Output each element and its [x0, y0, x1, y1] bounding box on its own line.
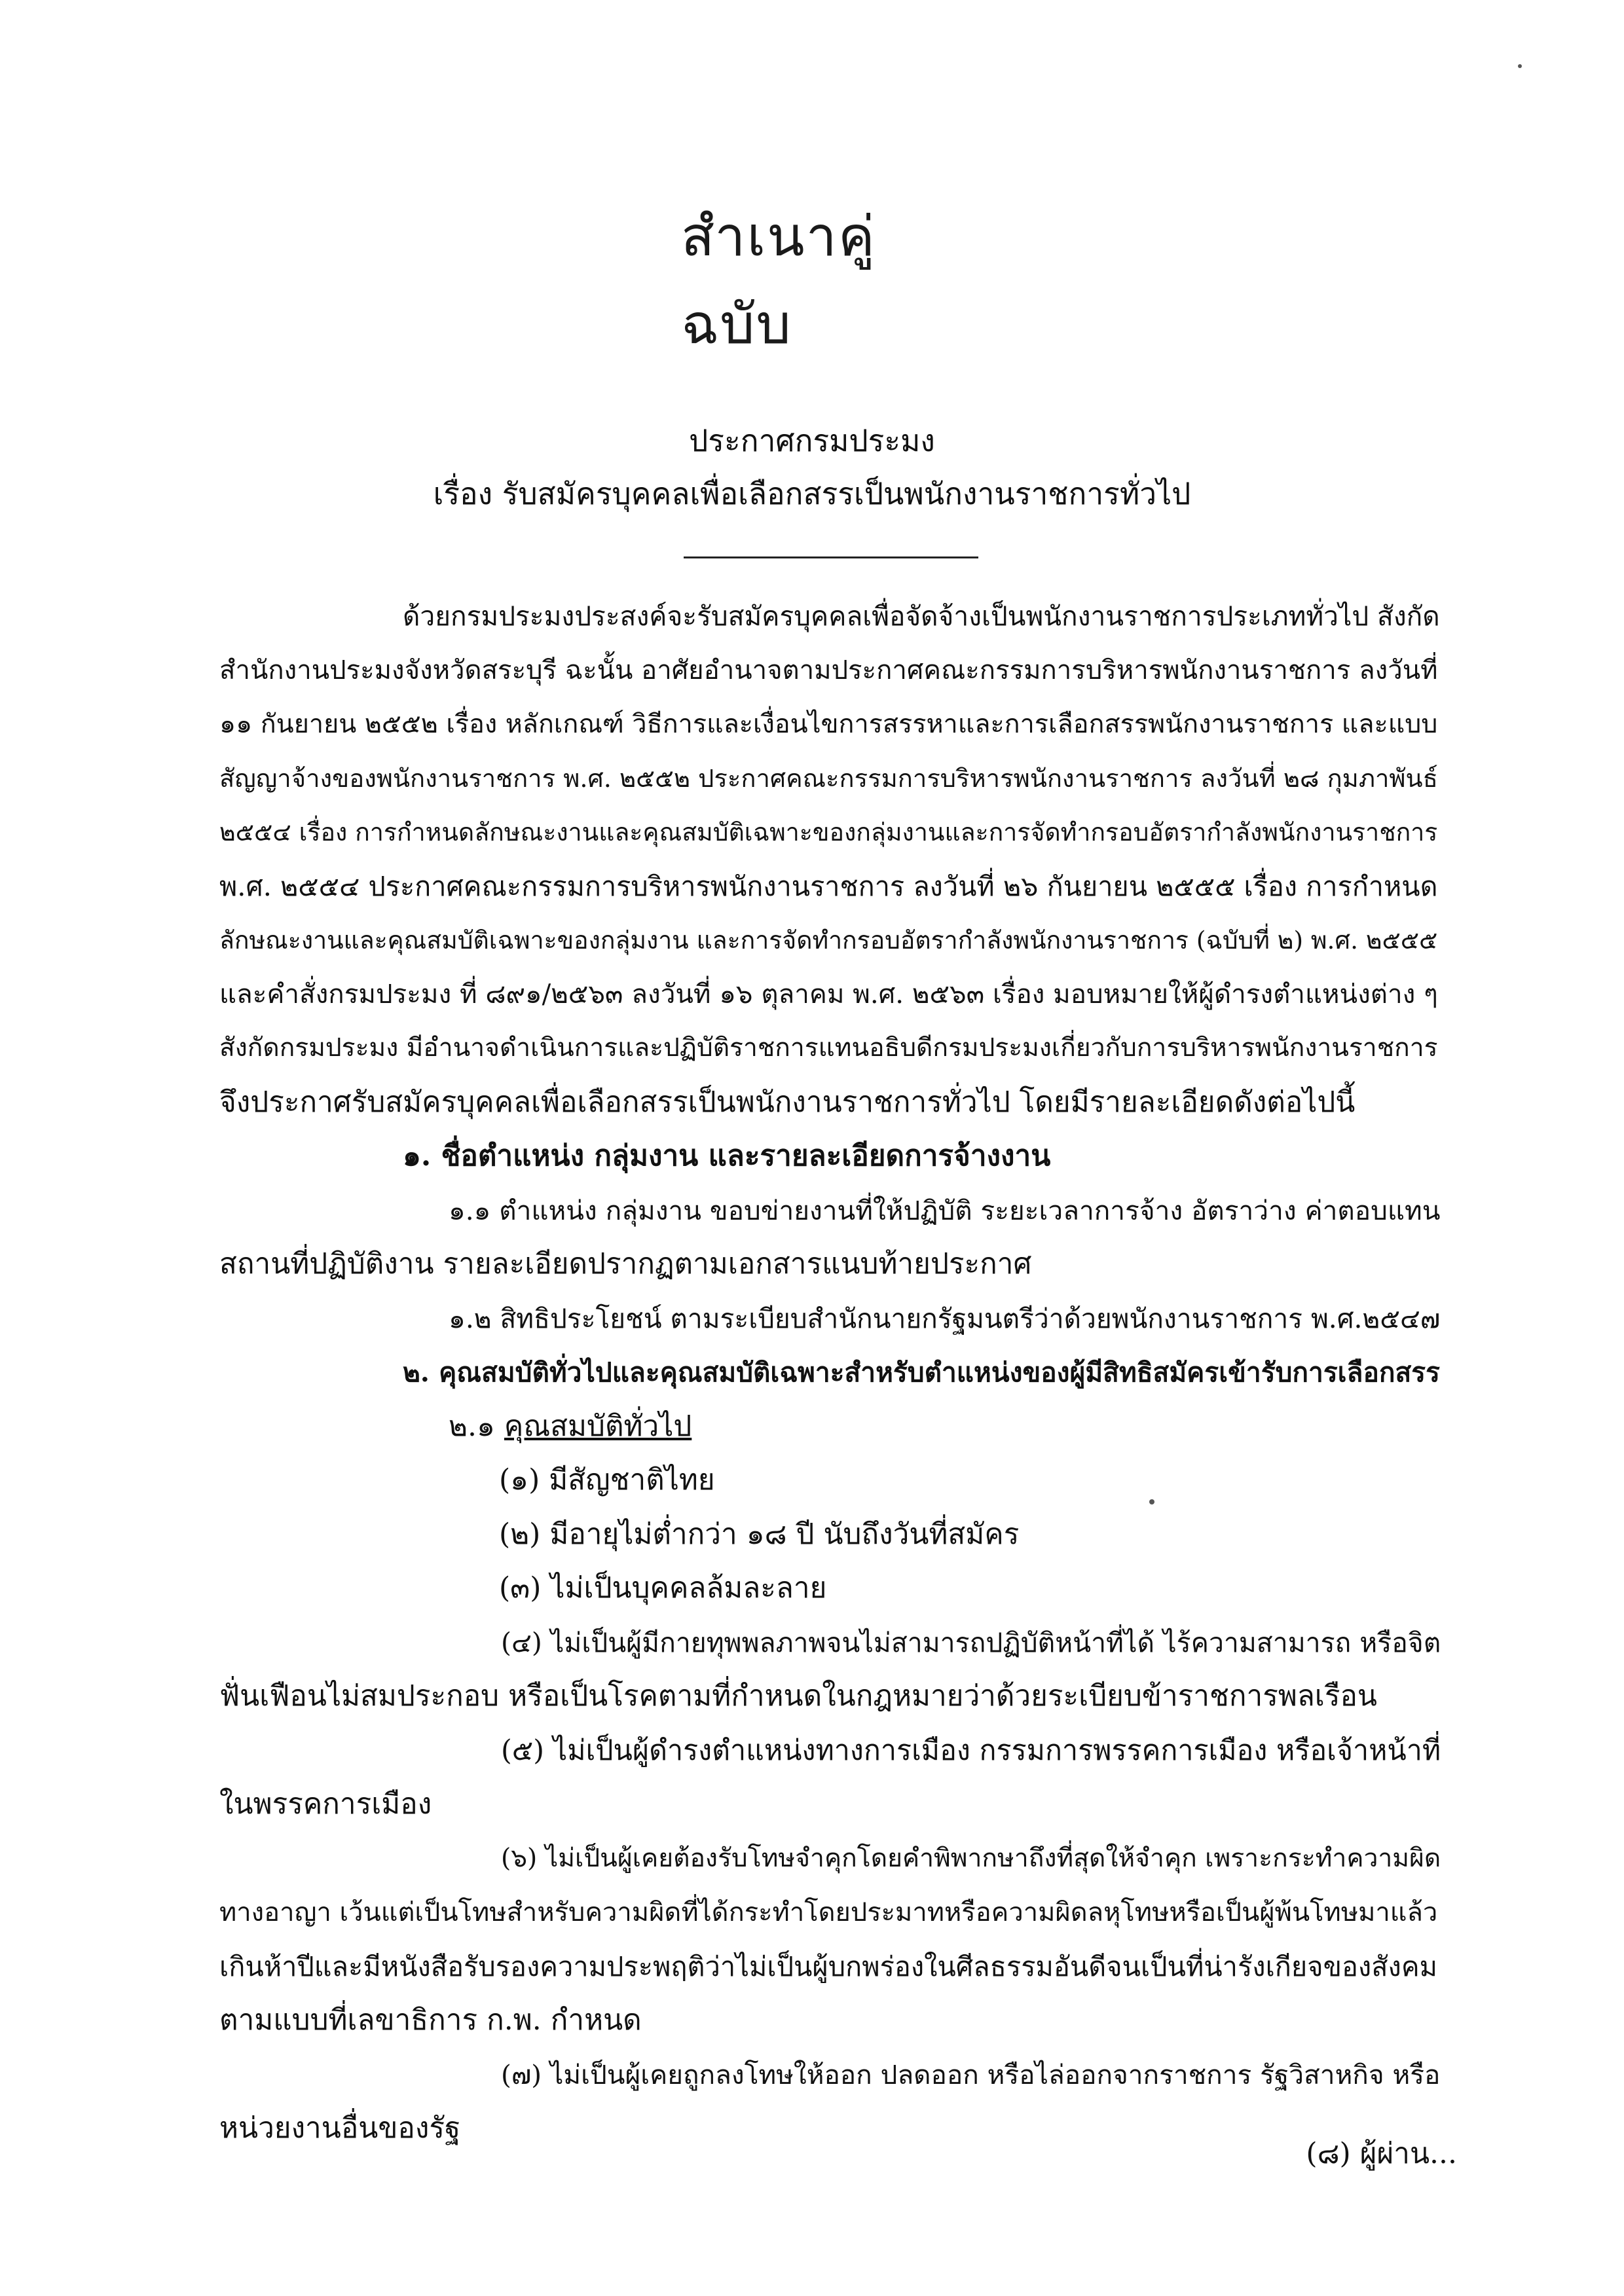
section-2-1-number: ๒.๑ [449, 1409, 495, 1443]
section-1-1-line: สถานที่ปฏิบัติงาน รายละเอียดปรากฏตามเอกสารแนบท้ายประกาศ [219, 1247, 1032, 1281]
section-2-1-heading [219, 1400, 1450, 1454]
intro-line: ด้วยกรมประมงประสงค์จะรับสมัครบุคคลเพื่อจัดจ้างเป็นพนักงานราชการประเภททั่วไป สังกัด [403, 600, 1440, 632]
intro-line: สังกัดกรมประมง มีอำนาจดำเนินการและปฏิบัติราชการแทนอธิบดีกรมประมงเกี่ยวกับการบริหารพนักงานราชการ [219, 1033, 1438, 1063]
scan-speck [1149, 1499, 1154, 1504]
copy-stamp-text: สำเนาคู่ฉบับ [681, 204, 876, 356]
intro-line: จึงประกาศรับสมัครบุคคลเพื่อเลือกสรรเป็นพนักงานราชการทั่วไป โดยมีรายละเอียดดังต่อไปนี้ [219, 1085, 1356, 1119]
document-body [219, 589, 1450, 2156]
qualification-item: (๓) ไม่เป็นบุคคลล้มละลาย [499, 1571, 827, 1605]
qualification-item-cont: ทางอาญา เว้นแต่เป็นโทษสำหรับความผิดที่ได้กระทำโดยประมาทหรือความผิดลหุโทษหรือเป็นผู้พ้นโทษมาแล้ว [219, 1897, 1438, 1927]
intro-line: และคำสั่งกรมประมง ที่ ๘๙๑/๒๕๖๓ ลงวันที่ ๑๖ ตุลาคม พ.ศ. ๒๕๖๓ เรื่อง มอบหมายให้ผู้ดำรงตำแหน่งต่าง ๆ [219, 978, 1438, 1010]
announcement-subject: เรื่อง รับสมัครบุคคลเพื่อเลือกสรรเป็นพนักงานราชการทั่วไป [433, 476, 1191, 511]
qualification-item: (๖) ไม่เป็นผู้เคยต้องรับโทษจำคุกโดยคำพิพากษาถึงที่สุดให้จำคุก เพราะกระทำความผิด [501, 1843, 1441, 1873]
title-divider [684, 556, 978, 558]
continuation-note: (๘) ผู้ผ่าน... [1306, 2137, 1457, 2170]
section-1-heading: ๑. ชื่อตำแหน่ง กลุ่มงาน และรายละเอียดการจ้างงาน [403, 1139, 1051, 1173]
qualification-item-cont: ตามแบบที่เลขาธิการ ก.พ. กำหนด [219, 2003, 642, 2037]
qualification-item-cont: ในพรรคการเมือง [219, 1787, 432, 1821]
qualification-item: (๔) ไม่เป็นผู้มีกายทุพพลภาพจนไม่สามารถปฏิบัติหน้าที่ได้ ไร้ความสามารถ หรือจิต [501, 1626, 1441, 1658]
intro-line: ๒๕๕๔ เรื่อง การกำหนดลักษณะงานและคุณสมบัติเฉพาะของกลุ่มงานและการจัดทำกรอบอัตรากำลังพนักงานราชการ [219, 818, 1438, 847]
qualification-item-cont: ฟั่นเฟือนไม่สมประกอบ หรือเป็นโรคตามที่กำหนดในกฎหมายว่าด้วยระเบียบข้าราชการพลเรือน [219, 1679, 1377, 1713]
qualification-item: (๕) ไม่เป็นผู้ดำรงตำแหน่งทางการเมือง กรรมการพรรคการเมือง หรือเจ้าหน้าที่ [501, 1734, 1441, 1767]
announcement-title: ประกาศกรมประมง [689, 423, 935, 458]
scan-speck [1518, 64, 1522, 68]
section-1-1-line: ๑.๑ ตำแหน่ง กลุ่มงาน ขอบข่ายงานที่ให้ปฏิบัติ ระยะเวลาการจ้าง อัตราว่าง ค่าตอบแทน [449, 1194, 1441, 1226]
intro-line: พ.ศ. ๒๕๕๔ ประกาศคณะกรรมการบริหารพนักงานราชการ ลงวันที่ ๒๖ กันยายน ๒๕๕๕ เรื่อง การกำหนด [219, 870, 1438, 902]
qualification-item-cont: เกินห้าปีและมีหนังสือรับรองความประพฤติว่าไม่เป็นผู้บกพร่องในศีลธรรมอันดีจนเป็นที่น่ารังเกียจของสังคม [219, 1950, 1437, 1982]
copy-stamp [681, 204, 969, 356]
intro-line: สำนักงานประมงจังหวัดสระบุรี ฉะนั้น อาศัยอำนาจตามประกาศคณะกรรมการบริหารพนักงานราชการ ลงวันที่ [219, 655, 1438, 685]
qualification-item-cont: หน่วยงานอื่นของรัฐ [219, 2111, 461, 2145]
qualification-item: (๗) ไม่เป็นผู้เคยถูกลงโทษให้ออก ปลดออก หรือไล่ออกจากราชการ รัฐวิสาหกิจ หรือ [501, 2058, 1441, 2090]
section-2-heading: ๒. คุณสมบัติทั่วไปและคุณสมบัติเฉพาะสำหรับตำแหน่งของผู้มีสิทธิสมัครเข้ารับการเลือกสรร [403, 1357, 1440, 1388]
section-2-1-title: คุณสมบัติทั่วไป [504, 1409, 692, 1443]
intro-line: ๑๑ กันยายน ๒๕๕๒ เรื่อง หลักเกณฑ์ วิธีการและเงื่อนไขการสรรหาและการเลือกสรรพนักงานราชการ และแบบ [219, 709, 1438, 739]
qualification-item: (๒) มีอายุไม่ต่ำกว่า ๑๘ ปี นับถึงวันที่สมัคร [499, 1517, 1020, 1551]
section-1-2: ๑.๒ สิทธิประโยชน์ ตามระเบียบสำนักนายกรัฐมนตรีว่าด้วยพนักงานราชการ พ.ศ.๒๕๔๗ [449, 1302, 1441, 1334]
qualification-item: (๑) มีสัญชาติไทย [499, 1463, 715, 1497]
intro-line: ลักษณะงานและคุณสมบัติเฉพาะของกลุ่มงาน และการจัดทำกรอบอัตรากำลังพนักงานราชการ (ฉบับที่ ๒) พ.ศ. ๒๕๕๕ [219, 926, 1438, 955]
intro-line: สัญญาจ้างของพนักงานราชการ พ.ศ. ๒๕๕๒ ประกาศคณะกรรมการบริหารพนักงานราชการ ลงวันที่ ๒๘ กุมภาพันธ์ [219, 763, 1438, 793]
